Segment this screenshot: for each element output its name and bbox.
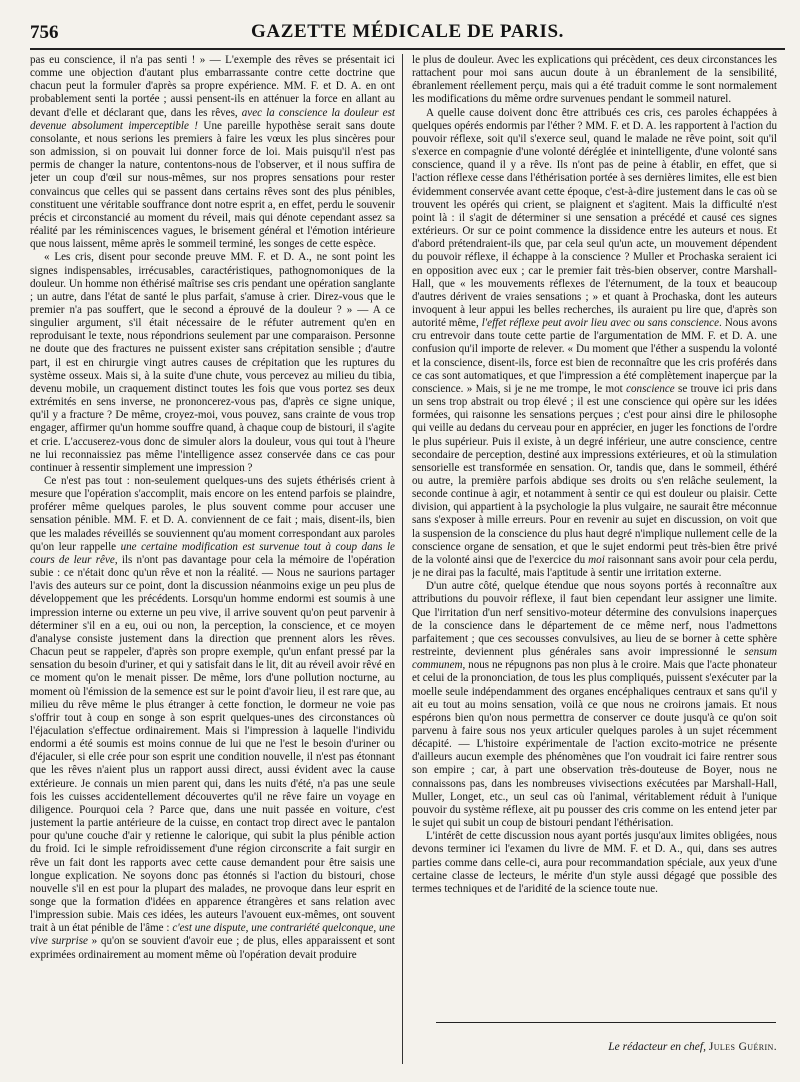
paragraph	[30, 54, 395, 251]
paragraph	[412, 580, 777, 830]
page-number: 756	[30, 22, 59, 43]
text-run: » qu'on se souvient d'avoir eue ; de plus, elles apparaissent et sont exprimées ordinairement au moment même où l'opération devait produire	[30, 935, 395, 961]
paragraph	[412, 107, 777, 581]
column-divider	[402, 54, 403, 1064]
left-column	[30, 54, 395, 1069]
text-run: , nous ne répugnons pas non plus à le croire. Mais que l'acte phonateur et celui de la prononciation, de tous les plus compliqués, puissent s'exécuter par la moelle seule indépendamment des organes encéphaliques centraux et sans qu'il y ait eu tout au moins sensation, voilà ce que nous ne croirons jamais. Et nous espérons bien qu'on nous permettra de conserver ce doute jusqu'à ce qu'on soit parvenu à faire sous nos yeux articuler quelques paroles à un sujet récemment décapité. — L'histoire expérimentale de l'action excito-motrice ne présente d'ailleurs aucun exemple des phénomènes que l'on voudrait ici faire rentrer sous son empire ; car, à part une observation très-douteuse de Boyer, nous ne connaissons pas, dans les nombreuses vivisections exécutées par Marshall-Hall, Muller, Longet, etc., un seul cas où l'animal, véritablement réduit à l'unique pouvoir du système réflexe, ait pu pousser des cris comme on les entend jeter par le sujet qui subit un coup de bistouri pendant l'éthérisation.	[412, 659, 777, 830]
text-run: A quelle cause doivent donc être attribués ces cris, ces paroles échappées à quelques opérés endormis par l'éther ? MM. F. et D. A. les rapportent à l'action du pouvoir réflexe, soit qu'il s'exerce seul, quand le malade ne rêve point, soit qu'il s'exerce en compagnie d'une volonté déréglée et inintelligente, d'une volonté sans conscience, quand il y a rêve. Ils n'ont pas de peine à établir, en effet, que si l'action réflexe cesse dans l'éthérisation portée à ses dernières limites, elle est bien évidemment conservée avant cette époque, c'est-à-dire justement dans le cas où se trouvent les opérés qui crient, se plaignent et s'agitent. Mais la difficulté n'est point là : il s'agit de déterminer si une sensation a précédé et causé ces signes extérieurs. Or sur ce point commence la dissidence entre les auteurs et nous. Et d'abord prétendraient-ils que, par cela seul qu'un acte, un mouvement dépendent du pouvoir réflexe, il échappe à la conscience ? Muller et Prochaska seraient ici en opposition avec eux ; car le premier fait très-bien observer, contre Marshall-Hall, que « les mouvements réflexes de l'éternument, de la toux et beaucoup d'autres dérivent de vraies sensations ; » et quant à Prochaska, dont les auteurs invoquent à leur appui les belles recherches, ils auraient pu lire que, d'après son autorité même,	[412, 106, 777, 330]
signature-name: Jules Guérin.	[708, 1041, 777, 1053]
signature-role: Le rédacteur en chef,	[608, 1041, 706, 1053]
italic-term: conscience	[626, 382, 675, 395]
journal-title: GAZETTE MÉDICALE DE PARIS.	[251, 21, 564, 42]
paragraph	[412, 54, 777, 107]
italic-term: moi	[588, 553, 605, 566]
signature	[412, 1040, 777, 1054]
italic-quote: l'effet réflexe peut avoir lieu avec ou sans conscience	[481, 317, 720, 330]
signature-rule	[436, 1022, 776, 1023]
italic-quote: une certaine modification est survenue tout à coup dans le cours de leur rêve	[30, 540, 395, 566]
text-run: , ils n'ont pas davantage pour cela la mémoire de l'opération subie : ce n'était donc qu'un rêve et non la réalité. — Nous ne saurions partager l'avis des auteurs sur ce point, dont la discussion néanmoins exige un peu plus de développement que les précédents. Lorsqu'un homme endormi est soumis à une impression interne ou externe un peu vive, il arrive souvent qu'on peut parvenir à déterminer s'il en a eu, oui ou non, la perception, la conscience, et ce moyen d'analyse consiste justement dans la direction que prennent alors les rêves. Chacun peut se rappeler, d'après son propre exemple, qu'un enfant pressé par la sensation du besoin d'uriner, et qui y satisfait dans le lit, dit au réveil avoir rêvé en ce moment qu'on le menait pisser. De même, lors d'une pollution nocturne, au moment où l'émission de la semence est sur le point d'avoir lieu, il est rare que, au milieu du rêve même le plus étranger à cette fonction, le dormeur ne voie pas s'offrir tout à coup en songe à son esprit quelques-unes des circonstances où l'éjaculation s'effectue ordinairement. Mais si l'impression à laquelle l'individu endormi a été soumis est moins connue de lui que ne l'est le besoin d'uriner ou d'éjaculer, si elle crée pour son esprit une condition nouvelle, il n'est pas étonnant que les rêves n'aient plus un rapport aussi direct, aussi évident avec la cause extérieure. Je connais un mien parent qui, dans les nuits d'été, n'a pas une seule fois les cuisses accidentellement découvertes qu'il ne rêve faire un voyage en diligence. Pourquoi cela ? Parce que, dans une nuit passée en voiture, c'est justement la partie antérieure de la cuisse, en contact trop direct avec le pantalon pour qu'une couche d'air y retienne le calorique, qui subit la plus pénible action du froid. Ici le simple refroidissement d'une région circonscrite a fait surgir en rêve un fait dont les rapports avec cette cause demandent pour être saisis une longue explication. Ne soyons donc pas étonnés si l'action du bistouri, chose nouvelle s'il en est pour la plupart des malades, ne provoque dans leur esprit en songe que la formation d'idées en apparence étrangères et sans relation avec l'impression subie. Mais ces idées, les auteurs l'avouent eux-mêmes, ont souvent trait à un état pénible de l'âme :	[30, 553, 395, 935]
text-run: raisonnant sans avoir pour cela perdu, je ne dirai pas la faculté, mais l'aptitude à sentir une irritation externe.	[412, 553, 777, 580]
italic-quote: c'est une dispute, une contrariété quelconque, une vive surprise	[30, 922, 395, 948]
text-run: D'un autre côté, quelque étendue que nous soyons portés à reconnaître aux attributions du pouvoir réflexe, il faut bien cependant leur assigner une limite. Que l'irritation d'un nerf sensitivo-moteur détermine des convulsions inaperçues de la conscience dans le département de ce même nerf, nous l'admettons parfaitement ; que ces secousses convulsives, au lieu de se borner à cette sphère restreinte, deviennent plus générales sans avoir impressionné le	[412, 580, 777, 659]
paragraph	[30, 475, 395, 962]
text-run: se trouve ici pris dans un sens trop abstrait ou trop élevé ; il est une conscience qui opère sur les idées formées, qui raisonne les sensations perçues ; c'est pour ainsi dire le philosophe qui veille au dedans du cerveau pour en apprécier, en juger les fonctions de l'ordre le plus supérieur. Puis il existe, à un degré inférieur, une autre conscience, centre secondaire de perception, destiné aux impressions extérieures, et où la stimulation sensorielle est transformée en sensation. Or, tandis que, dans le sommeil, éthéré ou autre, la première parfois abdique ses droits ou s'en relâche seulement, la seconde continue à agir, et notamment à sentir ce qui est douleur ou plaisir. Cette division, qui appartient à la psychologie la plus vulgaire, ne saurait être méconnue sans s'exposer à mille erreurs. Pour en revenir au sujet en discussion, on voit que la suspension de la conscience du plus haut degré n'implique nullement celle de la conscience organe de sensation, et que le sujet endormi peut très-bien être privé de la volonté ainsi que de l'exercice du	[412, 382, 777, 566]
text-run: Une pareille hypothèse serait sans doute consolante, et nous serions les premiers à faire les vœux les plus sincères pour son admission, si on pouvait lui donner force de loi. Mais puisqu'il n'est pas permis de changer la nature, contentons-nous de l'observer, et il nous suffira de jeter un coup d'œil sur nous-mêmes, sur nos propres sensations pour rester convaincus que celles qui se passent dans certains rêves sont des plus pénibles, constituent une véritable souffrance dont notre esprit a, en effet, perdu le souvenir précis et circonstancié au moment du réveil, mais qui dénote cependant assez sa réalité par les réminiscences vagues, le brisement général et l'émotion intérieure que nous laissent, même après le sommeil terminé, les songes de cette espèce.	[30, 119, 395, 251]
text-run: . Nous avons cru entrevoir dans toute cette partie de l'argumentation de MM. F. et D. A. une confusion qu'il importe de relever. « Du moment que l'éther a suspendu la volonté et la conscience, disent-ils, force est bien de reconnaître que les cris proférés dans ce cas sont automatiques, et que l'impression a été complètement inaperçue par la conscience. » Mais, si je ne me trompe, le mot	[412, 317, 777, 395]
italic-term: sensum communem	[412, 646, 777, 672]
text-run: Ce n'est pas tout : non-seulement quelques-uns des sujets éthérisés crient à mesure que l'opération s'accomplit, mais encore on les entend parfois se plaindre, proférer même quelques paroles, le plus souvent comme pour accuser une sensation pénible. MM. F. et D. A. conviennent de ce fait ; mais, disent-ils, bien que les malades réveillés se souviennent qu'au moment correspondant aux paroles qu'on leur rappelle	[30, 475, 395, 553]
page-header	[30, 18, 785, 48]
header-rule	[30, 48, 785, 50]
paragraph	[30, 251, 395, 475]
text-run: L'intérêt de cette discussion nous ayant portés jusqu'aux limites obligées, nous devons terminer ici l'examen du livre de MM. F. et D. A., qui, dans ses autres parties comme dans celle-ci, aura pour recommandation spéciale, aux yeux d'une certaine classe de lecteurs, le mérite d'un style aussi dégagé que possible des termes techniques et de l'aridité de la science toute nue.	[412, 830, 777, 895]
text-run: « Les cris, disent pour seconde preuve MM. F. et D. A., ne sont point les signes indispensables, irrécusables, caractéristiques, pathognomoniques de la douleur. Un homme non éthérisé maîtrise ses cris pendant une opération sanglante ; un autre, dans l'état de santé le plus parfait, s'amuse à crier. Direz-vous que le premier n'a pas souffert, que le second a éprouvé de la douleur ? » — A ce singulier argument, s'il était nécessaire de le réfuter autrement qu'en en reproduisant le texte, nous répondrions seulement par une comparaison. Personne ne doute que des fractures ne puissent exister sans crépitation sensible ; d'autre part, il est en chirurgie vingt autres causes de crépitation que les ruptures du système osseux. Mais si, à la suite d'une chute, vous percevez au milieu du tibia, devenu mobile, un craquement distinct toutes les fois que vous portez ses deux extrémités en sens inverse, ne prononcerez-vous pas, d'après ce signe unique, qu'il y a fracture ? De même, croyez-moi, vous pouvez, sans crainte de vous trop engager, affirmer qu'un homme souffre quand, à chaque coup de bistouri, il s'agite et crie. L'accuserez-vous donc de simuler alors la douleur, vous qui tout à l'heure ne lui reconnaissiez pas même l'intelligence assez conservée dans ce cas pour continuer à ressentir simplement une impression ?	[30, 251, 395, 474]
text-run: le plus de douleur. Avec les explications qui précèdent, ces deux circonstances les rattachent pour moi sans aucun doute à un ébranlement de la sensibilité, ébranlement réellement perçu, mais qui a été traduit comme le sont normalement les modifications du même ordre survenues pendant le sommeil naturel.	[412, 54, 777, 106]
right-column	[412, 54, 777, 1069]
text-run: pas eu conscience, il n'a pas senti ! » — L'exemple des rêves se présentait ici comme une objection d'autant plus embarrassante contre cette doctrine que chacun peut la formuler d'après sa propre expérience. MM. F. et D. A. en ont probablement senti la portée ; aussi pensent-ils en atténuer la force en allant au devant d'elle et déclarant que, dans les rêves,	[30, 54, 395, 119]
paragraph	[412, 830, 777, 896]
italic-quote: avec la conscience la douleur est devenue absolument imperceptible !	[30, 106, 395, 132]
